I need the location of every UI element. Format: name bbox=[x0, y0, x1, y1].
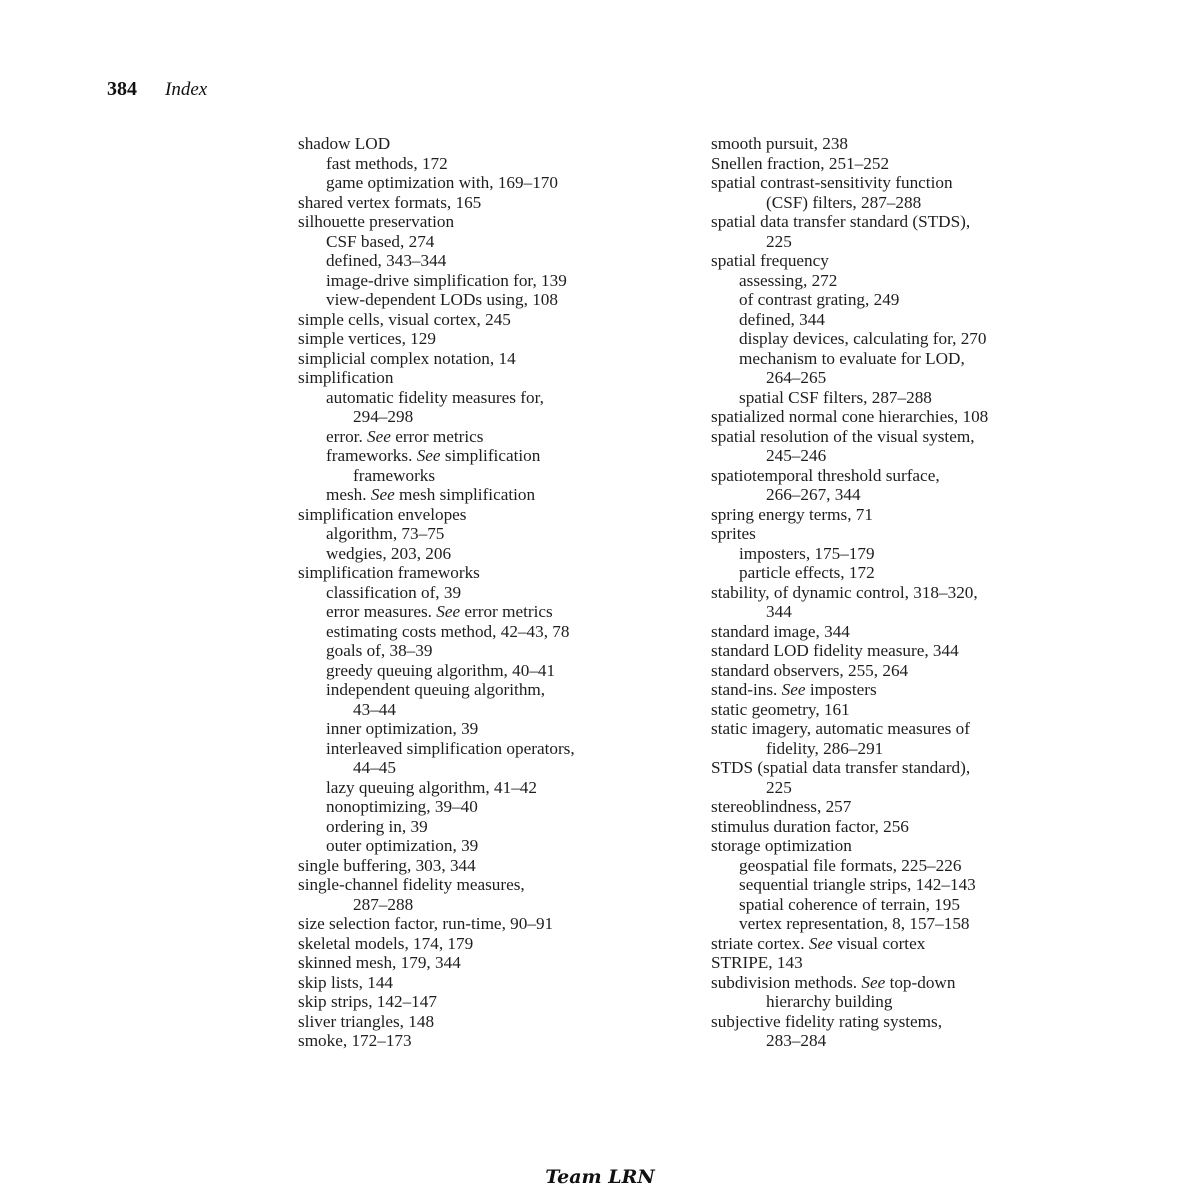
entry-text: mechanism to evaluate for LOD, bbox=[739, 348, 965, 368]
entry-text: spatial coherence of terrain, 195 bbox=[739, 894, 960, 914]
index-entry bbox=[711, 154, 1101, 174]
entry-text: simplification bbox=[440, 446, 541, 465]
entry-text: imposters bbox=[805, 680, 877, 699]
index-entry bbox=[711, 661, 1101, 681]
entry-text: greedy queuing algorithm, 40–41 bbox=[326, 660, 556, 680]
entry-text: skeletal models, 174, 179 bbox=[298, 933, 474, 953]
entry-text: vertex representation, 8, 157–158 bbox=[739, 914, 970, 933]
entry-text: inner optimization, 39 bbox=[326, 719, 479, 738]
index-entry bbox=[298, 953, 688, 973]
entry-text: error. bbox=[326, 426, 368, 446]
entry-text: storage optimization bbox=[711, 836, 852, 855]
see-reference: See bbox=[367, 426, 391, 446]
index-entry bbox=[298, 973, 688, 993]
index-subentry bbox=[298, 485, 688, 505]
entry-text: view-dependent LODs using, 108 bbox=[326, 290, 558, 309]
see-reference: See bbox=[370, 485, 395, 504]
entry-text: smooth pursuit, 238 bbox=[711, 134, 849, 153]
entry-text: top-down bbox=[885, 972, 956, 992]
entry-text: standard observers, 255, 264 bbox=[711, 660, 909, 680]
entry-text: assessing, 272 bbox=[739, 270, 838, 290]
index-subentry bbox=[298, 583, 688, 603]
entry-text: 294–298 bbox=[353, 407, 414, 426]
entry-text: mesh simplification bbox=[394, 485, 536, 504]
entry-text: 43–44 bbox=[353, 699, 396, 719]
index-entry bbox=[298, 349, 688, 369]
entry-text: spatial resolution of the visual system, bbox=[711, 426, 975, 446]
index-column-right bbox=[711, 134, 1101, 1051]
entry-text: skip strips, 142–147 bbox=[298, 992, 437, 1011]
entry-text: 283–284 bbox=[766, 1031, 827, 1050]
entry-text: single buffering, 303, 344 bbox=[298, 855, 476, 875]
index-subentry bbox=[298, 154, 688, 174]
index-entry bbox=[298, 992, 688, 1012]
index-subentry bbox=[711, 310, 1101, 330]
index-continuation bbox=[298, 700, 688, 720]
index-entry bbox=[298, 563, 688, 583]
entry-text: spatialized normal cone hierarchies, 108 bbox=[711, 407, 989, 426]
entry-text: imposters, 175–179 bbox=[739, 543, 875, 563]
entry-text: shadow LOD bbox=[298, 134, 391, 153]
index-subentry bbox=[298, 173, 688, 193]
index-subentry bbox=[711, 271, 1101, 291]
index-subentry bbox=[298, 836, 688, 856]
entry-text: simple cells, visual cortex, 245 bbox=[298, 309, 511, 329]
page-number: 384 bbox=[107, 78, 137, 100]
entry-text: display devices, calculating for, 270 bbox=[739, 329, 987, 348]
index-entry bbox=[711, 953, 1101, 973]
entry-text: single-channel fidelity measures, bbox=[298, 875, 525, 894]
entry-text: 245–246 bbox=[766, 446, 827, 465]
entry-text: skip lists, 144 bbox=[298, 972, 394, 992]
entry-text: static geometry, 161 bbox=[711, 699, 850, 719]
entry-text: spatial data transfer standard (STDS), bbox=[711, 212, 971, 231]
entry-text: skinned mesh, 179, 344 bbox=[298, 953, 461, 972]
index-entry bbox=[711, 583, 1101, 603]
entry-text: STDS (spatial data transfer standard), bbox=[711, 758, 971, 777]
entry-text: ordering in, 39 bbox=[326, 816, 428, 836]
index-entry bbox=[711, 505, 1101, 525]
index-subentry bbox=[298, 797, 688, 817]
entry-text: frameworks bbox=[353, 465, 436, 485]
index-entry bbox=[711, 251, 1101, 271]
index-subentry bbox=[711, 856, 1101, 876]
entry-text: shared vertex formats, 165 bbox=[298, 192, 482, 212]
index-subentry bbox=[711, 349, 1101, 369]
see-reference: See bbox=[808, 933, 833, 953]
entry-text: stability, of dynamic control, 318–320, bbox=[711, 582, 978, 602]
entry-text: lazy queuing algorithm, 41–42 bbox=[326, 777, 537, 797]
index-subentry bbox=[711, 914, 1101, 934]
entry-text: 264–265 bbox=[766, 368, 827, 387]
index-column-left bbox=[298, 134, 688, 1051]
index-entry bbox=[711, 680, 1101, 700]
index-continuation bbox=[711, 992, 1101, 1012]
entry-text: visual cortex bbox=[832, 933, 926, 953]
entry-text: silhouette preservation bbox=[298, 212, 455, 231]
entry-text: smoke, 172–173 bbox=[298, 1031, 412, 1050]
index-entry bbox=[711, 1012, 1101, 1032]
index-entry bbox=[711, 836, 1101, 856]
see-reference: See bbox=[781, 680, 806, 699]
index-entry bbox=[298, 934, 688, 954]
index-entry bbox=[711, 524, 1101, 544]
index-continuation bbox=[298, 407, 688, 427]
index-entry bbox=[298, 505, 688, 525]
entry-text: game optimization with, 169–170 bbox=[326, 173, 558, 192]
index-subentry bbox=[711, 875, 1101, 895]
entry-text: striate cortex. bbox=[711, 933, 809, 953]
index-continuation bbox=[711, 232, 1101, 252]
entry-text: geospatial file formats, 225–226 bbox=[739, 855, 962, 875]
index-entry bbox=[711, 427, 1101, 447]
entry-text: error metrics bbox=[460, 602, 553, 621]
index-subentry bbox=[711, 290, 1101, 310]
entry-text: standard LOD fidelity measure, 344 bbox=[711, 641, 959, 660]
index-subentry bbox=[711, 563, 1101, 583]
entry-text: defined, 344 bbox=[739, 309, 825, 329]
entry-text: sliver triangles, 148 bbox=[298, 1011, 435, 1031]
index-continuation bbox=[711, 778, 1101, 798]
entry-text: simple vertices, 129 bbox=[298, 329, 436, 348]
entry-text: spatial contrast-sensitivity function bbox=[711, 173, 953, 192]
index-subentry bbox=[298, 622, 688, 642]
entry-text: image-drive simplification for, 139 bbox=[326, 270, 567, 290]
entry-text: 225 bbox=[766, 777, 792, 797]
entry-text: nonoptimizing, 39–40 bbox=[326, 797, 478, 816]
index-entry bbox=[711, 641, 1101, 661]
entry-text: algorithm, 73–75 bbox=[326, 524, 445, 543]
index-entry bbox=[711, 719, 1101, 739]
index-subentry bbox=[298, 680, 688, 700]
running-head: Index bbox=[165, 79, 208, 100]
entry-text: 225 bbox=[766, 231, 792, 251]
entry-text: independent queuing algorithm, bbox=[326, 680, 546, 699]
entry-text: stand-ins. bbox=[711, 680, 782, 699]
entry-text: spatial frequency bbox=[711, 251, 829, 270]
index-entry bbox=[711, 817, 1101, 837]
index-continuation bbox=[711, 739, 1101, 759]
index-entry bbox=[711, 700, 1101, 720]
entry-text: 287–288 bbox=[353, 894, 414, 914]
footer-watermark: Team LRN bbox=[545, 1166, 655, 1188]
index-subentry bbox=[298, 251, 688, 271]
index-subentry bbox=[711, 329, 1101, 349]
entry-text: sequential triangle strips, 142–143 bbox=[739, 875, 976, 894]
index-subentry bbox=[298, 739, 688, 759]
entry-text: sprites bbox=[711, 524, 756, 543]
index-subentry bbox=[298, 719, 688, 739]
index-continuation bbox=[298, 758, 688, 778]
entry-text: error metrics bbox=[390, 426, 484, 446]
index-continuation bbox=[711, 446, 1101, 466]
entry-text: estimating costs method, 42–43, 78 bbox=[326, 621, 570, 641]
entry-text: simplification bbox=[298, 368, 394, 387]
index-entry bbox=[298, 368, 688, 388]
index-entry bbox=[298, 310, 688, 330]
index-entry bbox=[711, 934, 1101, 954]
index-subentry bbox=[298, 661, 688, 681]
entry-text: subjective fidelity rating systems, bbox=[711, 1011, 943, 1031]
index-subentry bbox=[298, 524, 688, 544]
index-entry bbox=[711, 407, 1101, 427]
index-entry bbox=[711, 466, 1101, 486]
index-entry bbox=[711, 134, 1101, 154]
index-entry bbox=[298, 1031, 688, 1051]
entry-text: simplification envelopes bbox=[298, 504, 467, 524]
entry-text: spatiotemporal threshold surface, bbox=[711, 465, 940, 485]
entry-text: size selection factor, run-time, 90–91 bbox=[298, 914, 554, 933]
index-subentry bbox=[711, 388, 1101, 408]
index-subentry bbox=[298, 446, 688, 466]
entry-text: 344 bbox=[766, 602, 792, 621]
index-subentry bbox=[298, 778, 688, 798]
entry-text: spatial CSF filters, 287–288 bbox=[739, 387, 932, 407]
index-subentry bbox=[298, 290, 688, 310]
index-subentry bbox=[711, 895, 1101, 915]
index-continuation bbox=[711, 485, 1101, 505]
index-entry bbox=[711, 622, 1101, 642]
entry-text: goals of, 38–39 bbox=[326, 641, 433, 660]
index-continuation bbox=[711, 193, 1101, 213]
entry-text: interleaved simplification operators, bbox=[326, 738, 575, 758]
index-subentry bbox=[298, 271, 688, 291]
entry-text: hierarchy building bbox=[766, 992, 893, 1011]
entry-text: subdivision methods. bbox=[711, 972, 862, 992]
entry-text: STRIPE, 143 bbox=[711, 953, 803, 972]
index-entry bbox=[711, 973, 1101, 993]
index-continuation bbox=[711, 368, 1101, 388]
page-header bbox=[107, 78, 207, 104]
index-continuation bbox=[711, 602, 1101, 622]
entry-text: frameworks. bbox=[326, 446, 417, 465]
entry-text: defined, 343–344 bbox=[326, 251, 447, 270]
index-entry bbox=[298, 875, 688, 895]
index-entry bbox=[711, 797, 1101, 817]
index-subentry bbox=[711, 544, 1101, 564]
entry-text: automatic fidelity measures for, bbox=[326, 387, 544, 407]
entry-text: CSF based, 274 bbox=[326, 231, 435, 251]
entry-text: classification of, 39 bbox=[326, 582, 462, 602]
entry-text: mesh. bbox=[326, 485, 371, 504]
index-continuation bbox=[711, 1031, 1101, 1051]
entry-text: static imagery, automatic measures of bbox=[711, 719, 970, 738]
entry-text: standard image, 344 bbox=[711, 621, 850, 641]
index-subentry bbox=[298, 602, 688, 622]
entry-text: outer optimization, 39 bbox=[326, 836, 479, 855]
entry-text: 44–45 bbox=[353, 758, 396, 777]
entry-text: fast methods, 172 bbox=[326, 153, 448, 173]
entry-text: simplification frameworks bbox=[298, 563, 480, 582]
index-entry bbox=[298, 856, 688, 876]
entry-text: Snellen fraction, 251–252 bbox=[711, 153, 890, 173]
index-continuation bbox=[298, 466, 688, 486]
entry-text: particle effects, 172 bbox=[739, 563, 875, 582]
index-entry bbox=[711, 173, 1101, 193]
index-continuation bbox=[298, 895, 688, 915]
index-subentry bbox=[298, 641, 688, 661]
entry-text: of contrast grating, 249 bbox=[739, 290, 900, 309]
index-entry bbox=[298, 329, 688, 349]
index-subentry bbox=[298, 232, 688, 252]
index-entry bbox=[298, 1012, 688, 1032]
index-subentry bbox=[298, 388, 688, 408]
entry-text: stereoblindness, 257 bbox=[711, 797, 852, 816]
index-entry bbox=[298, 134, 688, 154]
entry-text: stimulus duration factor, 256 bbox=[711, 816, 909, 836]
entry-text: wedgies, 203, 206 bbox=[326, 543, 452, 563]
index-entry bbox=[298, 193, 688, 213]
entry-text: simplicial complex notation, 14 bbox=[298, 348, 516, 368]
index-subentry bbox=[298, 427, 688, 447]
see-reference: See bbox=[416, 446, 441, 465]
entry-text: spring energy terms, 71 bbox=[711, 504, 873, 524]
index-entry bbox=[298, 914, 688, 934]
index-entry bbox=[711, 758, 1101, 778]
entry-text: fidelity, 286–291 bbox=[766, 738, 884, 758]
index-subentry bbox=[298, 544, 688, 564]
index-subentry bbox=[298, 817, 688, 837]
see-reference: See bbox=[861, 972, 886, 992]
index-entry bbox=[298, 212, 688, 232]
entry-text: (CSF) filters, 287–288 bbox=[766, 192, 922, 212]
index-entry bbox=[711, 212, 1101, 232]
entry-text: 266–267, 344 bbox=[766, 485, 861, 504]
entry-text: error measures. bbox=[326, 602, 437, 621]
see-reference: See bbox=[436, 602, 461, 621]
